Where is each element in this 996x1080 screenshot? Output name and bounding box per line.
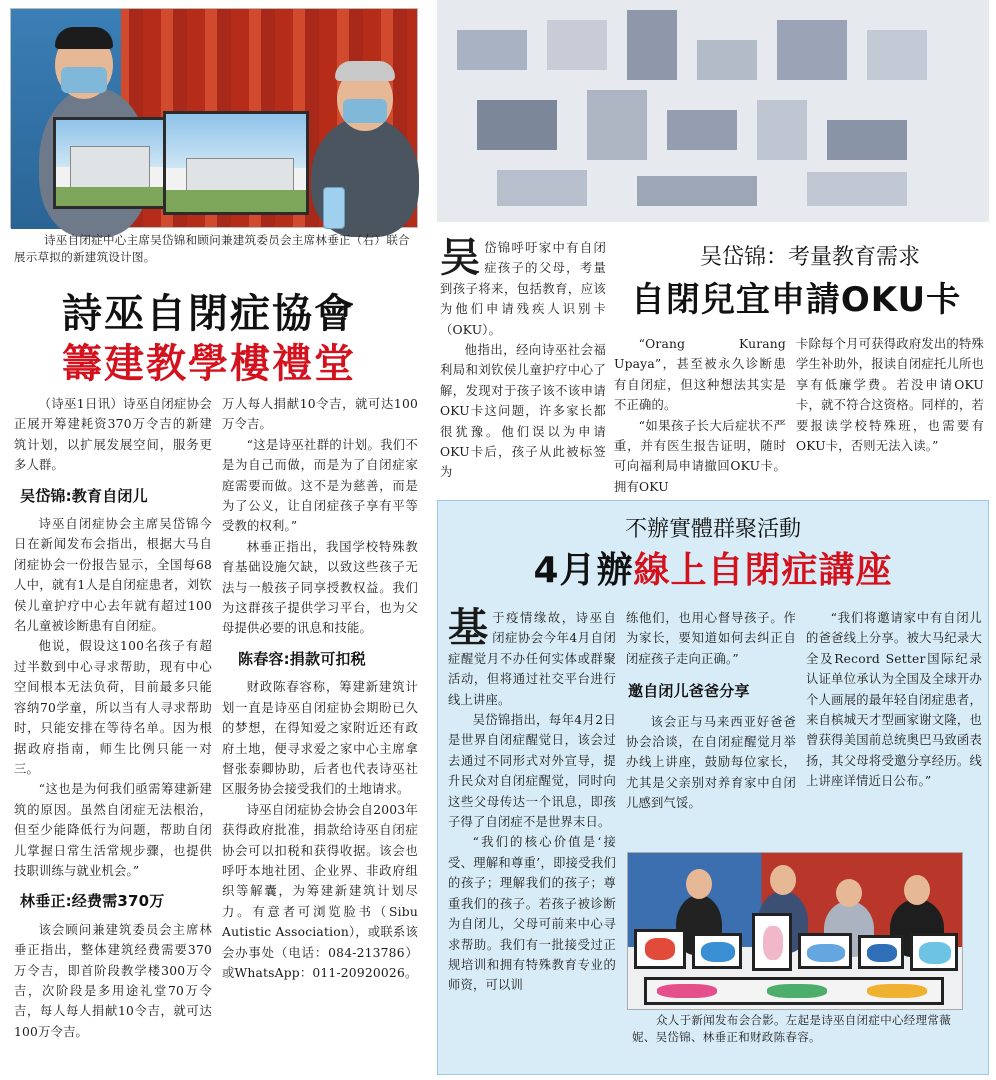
press-photo-building-design [10,8,418,228]
paragraph: 万人每人捐献10令吉，就可达100万令吉。 [222,397,418,432]
paragraph: 他说，假设这100名孩子有超过半数到中心寻求帮助，现有中心空间根本无法负荷，目前最多只能容纳70学童，所以当有人寻求帮助时，只能安排在等待名单。因为根据政府指南，师生比例只能一对三。 [14,639,212,776]
paragraph: “Orang Kurang Upaya”，甚至被永久诊断患有自闭症，但这种想法其实是不正确的。 [614,337,786,413]
paragraph: 林垂正指出，我国学校特殊教育基础设施欠缺，以致这些孩子无法与一般孩子同享授教权益。我们为这群孩子提供学习平台，也为父母提供必要的讯息和技能。 [222,539,418,636]
box-headline [437,542,989,593]
paragraph: “如果孩子长大后症状不严重，并有医生报告证明，随时可向福利局申请撤回OKU卡。拥有OKU [614,418,786,494]
article-column-2 [222,394,418,983]
paragraph: “我们的核心价值是‘接受、理解和尊重’，即接受我们的孩子；理解我们的孩子；尊重我们的孩子。若孩子被诊断为自闭儿，父母可前来中心寻求帮助。我们有一批接受过正规培训和拥有特殊教育专业的师资，可以训 [448,835,616,993]
paragraph: 该会正与马来西亚好爸爸协会洽谈，在自闭症醒觉月举办线上讲座，鼓励每位家长，尤其是父亲别对养育家中自闭儿感到气馁。 [626,714,796,811]
paragraph: 练他们，也用心督导孩子。作为家长，要知道如何去纠正自闭症孩子走向正确。” [626,611,796,666]
paragraph: “这也是为何我们亟需筹建新建筑的原因。虽然自闭症无法根治，但至少能降低行为问题，帮助自闭儿掌握日常生活常规步骤，也提供技职训练与就业机会。” [14,782,212,878]
article-subheadline: 吴岱锦：考量教育需求 [699,245,920,270]
paragraph: 岱锦呼吁家中有自闭症孩子的父母，考量到孩子将来，包括教育，应该为他们申请残疾人识别卡（OKU）。 [440,241,606,337]
article-headline: 自閉兒宜申請OKU卡 [630,280,962,320]
box-subheadline: 不辦實體群聚活動 [624,517,801,542]
paragraph: 卡除每个月可获得政府发出的特殊学生补助外，报读自闭症托儿所也享有低廉学费。若没申请OKU卡，就不符合这资格。同样的，若要报读学校特殊班，也需要有OKU卡，否则无法入读。” [796,337,984,454]
talk-column-1 [448,605,616,996]
subheading: 邀自闭儿爸爸分享 [628,682,750,701]
paragraph: 财政陈春容称，筹建新建筑计划一直是诗巫自闭症协会期盼已久的梦想，在得知爱之家附近还有政府土地，便寻求爱之家中心主席拿督张泰卿协助，后者也代表诗巫社区服务协会接受我们的土地请求。 [222,680,418,797]
drop-cap: 基 [448,605,489,651]
headline-line1: 詩巫自閉症協會 [62,291,356,337]
paragraph: “我们将邀请家中有自闭儿的爸爸线上分享。被大马纪录大全及Record Setter国际纪录认证单位承认为全国及全球开办个人画展的最年轻自闭症患者，来自槟城天才型画家谢文隆，也曾获得美国前总统奥巴马致函表扬，其父母将受邀分享经历。线上讲座详情近日公布。” [806,611,982,789]
photo-caption: 众人于新闻发布会合影。左起是诗巫自闭症中心经理常薇妮、吴岱锦、林垂正和财政陈春容。 [632,1013,951,1044]
paragraph: “这是诗巫社群的计划。我们不是为自己而做，而是为了自闭症家庭需要而做。这不是为慈善，而是为了公义，让自闭症孩子享有平等受教的权利。” [222,437,418,534]
oku-column-1 [440,235,606,483]
pixelated-image [437,0,989,222]
paragraph: 吴岱锦指出，每年4月2日是世界自闭症醒觉日，该会过去通过不同形式对外宣导，提升民众对自闭症醒觉，同时向这些父母传达一个讯息，即孩子得了自闭症不是世界末日。 [448,713,616,830]
paragraph: 他指出，经向诗巫社会福利局和刘钦侯儿童护疗中心了解，发现对于孩子该不该申请OKU卡这问题，许多家长都很犹豫。他们误以为申请OKU卡后，孩子从此被标签为 [440,343,606,480]
paragraph: 该会顾问兼建筑委员会主席林垂正指出，整体建筑经费需要370万令吉，即首阶段教学楼300万令吉，次阶段是多用途礼堂70万令吉，每人每人捐献10令吉，就可达100万令吉。 [14,922,212,1039]
photo-caption: 诗巫自闭症中心主席吴岱锦和顾问兼建筑委员会主席林垂正（右）联合展示草拟的新建筑设计图。 [14,233,410,264]
talk-column-3 [806,608,982,792]
talk-column-2 [626,608,796,814]
box-headline-black: 4月辦 [533,550,634,591]
paragraph: （诗巫1日讯）诗巫自闭症协会正展开筹建耗资370万令吉的新建筑计划，以扩展发展空间，服务更多人群。 [14,397,212,473]
oku-column-3 [796,334,984,456]
paragraph: 于疫情缘故，诗巫自闭症协会今年4月自闭症醒觉月不办任何实体或群聚活动，但将通过社交平台进行线上讲座。 [448,611,616,707]
subheading: 林垂正:经费需370万 [20,892,165,911]
oku-column-2 [614,334,786,497]
article-column-1 [14,394,212,1039]
paragraph: 诗巫自闭症协会主席吴岱锦今日在新闻发布会指出，根据大马自闭症协会一份报告显示，全国每68人中，就有1人是自闭症患者，刘钦侯儿童护疗中心去年就有超过100名儿童被诊断患有自闭症。 [14,517,212,634]
subheading: 吴岱锦:教育自闭儿 [20,486,148,505]
press-photo-group [627,852,963,1010]
drop-cap: 吴 [440,235,481,281]
box-headline-red: 線上自閉症講座 [633,550,893,591]
paragraph: 诗巫自闭症协会协会自2003年获得政府批准，捐款给诗巫自闭症协会可以扣税和获得收据。该会也呼吁本地社团、企业界、非政府组织等解囊，为筹建新建筑计划尽力。有意者可浏览脸书（Sibu Autistic Association），或联系该会办事处（电话：084-213786）或WhatsApp：011-20920026。 [222,802,418,980]
headline-line2: 籌建教學樓禮堂 [62,341,356,387]
subheading: 陈春容:捐款可扣税 [238,649,366,668]
